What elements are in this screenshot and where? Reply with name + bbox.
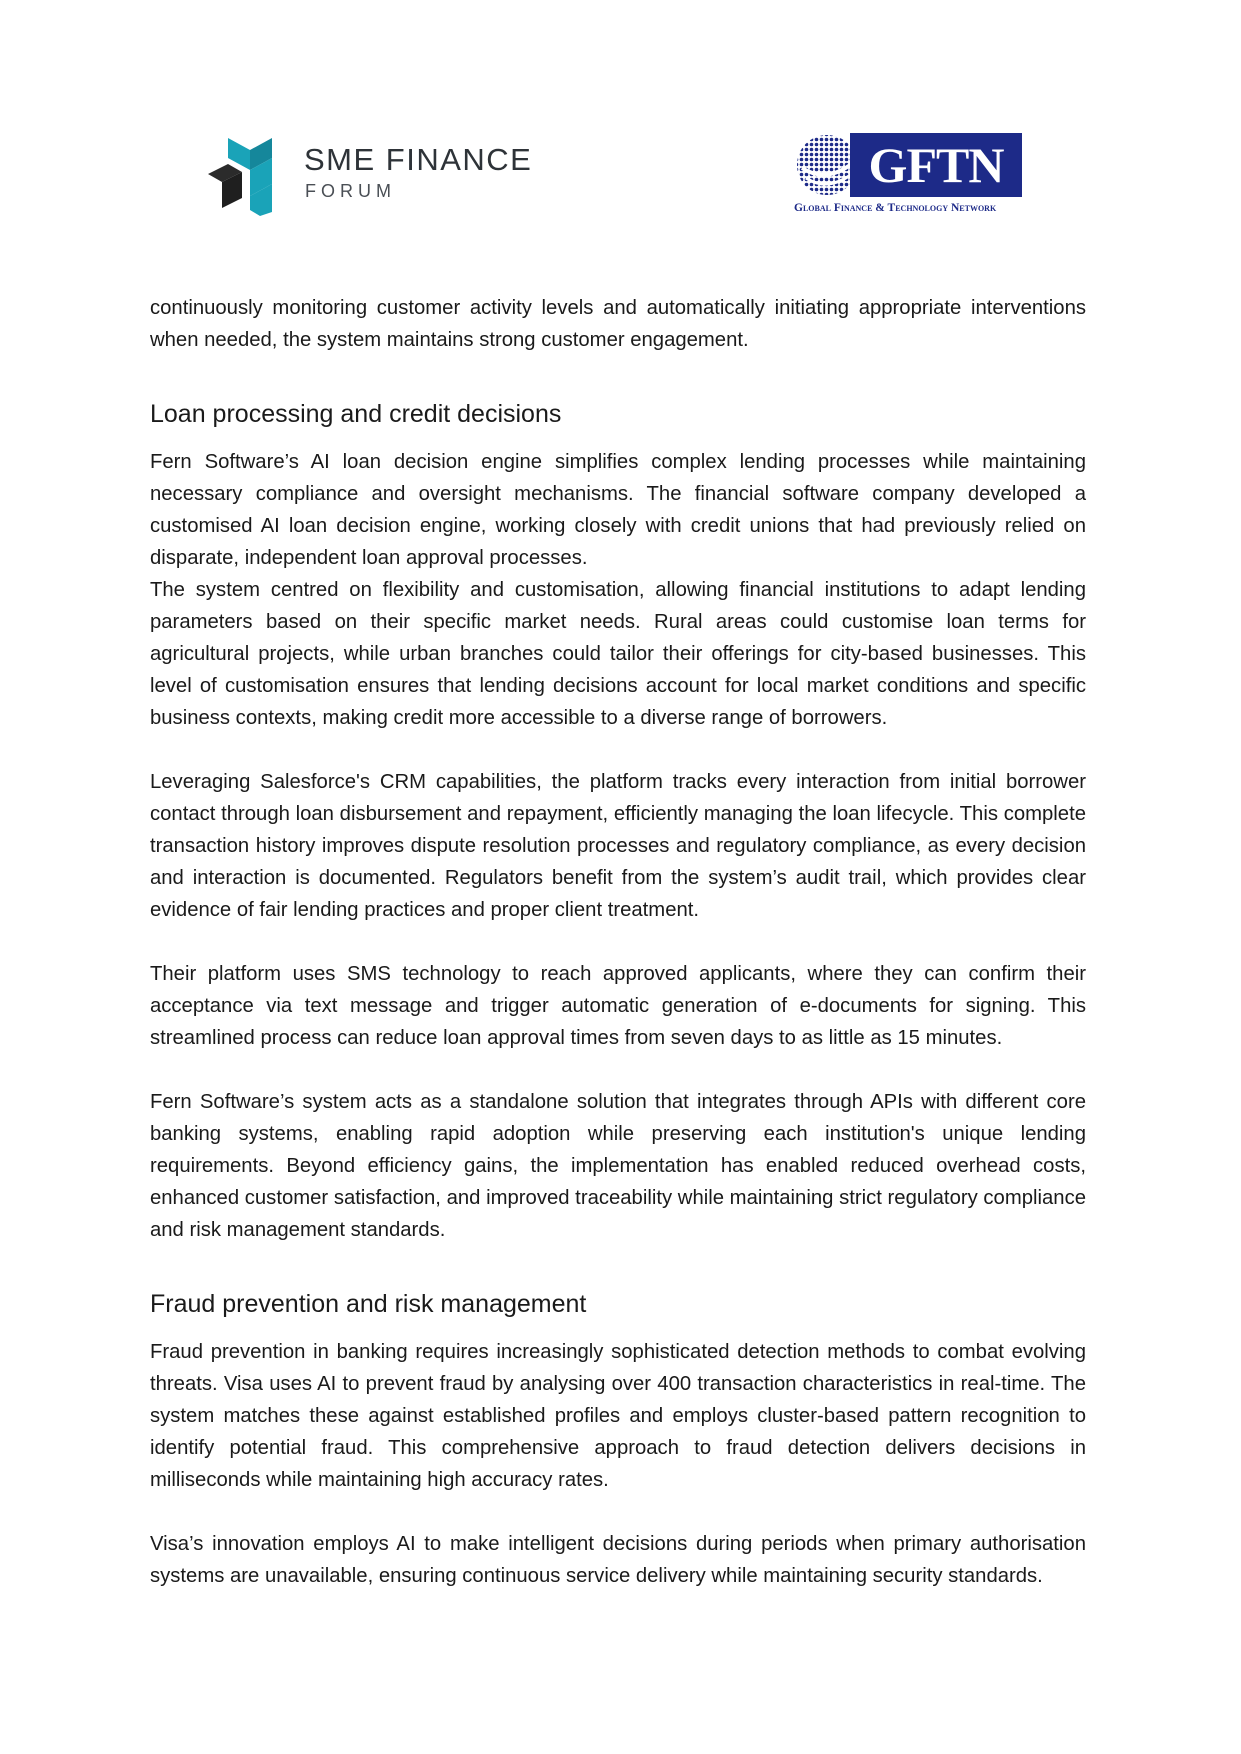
sme-logo-line2: FORUM [305,181,396,201]
fraud-paragraph-2: Visa’s innovation employs AI to make intelligent decisions during periods when primary authorisation systems are unavailable, ensuring continuous service delivery while maintaining security standards. [150,1533,1086,1587]
intro-paragraph: continuously monitoring customer activity levels and automatically initiating appropriate interventions when needed, the system maintains strong customer engagement. [150,297,1086,351]
gftn-box [850,133,1022,197]
fraud-paragraph-1: Fraud prevention in banking requires increasingly sophisticated detection methods to combat evolving threats. Visa uses AI to prevent fraud by analysing over 400 transaction characteristics in real-time. The system matches these against established profiles and employs cluster-based pattern recognition to identify potential fraud. This comprehensive approach to fraud detection delivers decisions in milliseconds while maintaining high accuracy rates. [150,1341,1086,1491]
gftn-subtitle: Global Finance & Technology Network [794,202,997,214]
gftn-logo [794,130,1034,220]
heading-fraud-prevention: Fraud prevention and risk management [150,1290,587,1318]
sme-finance-forum-logo [208,136,538,216]
heading-loan-processing: Loan processing and credit decisions [150,400,562,428]
sme-logo-line1: SME FINANCE [304,142,533,177]
gftn-acronym: GFTN [868,137,1004,193]
loan-paragraph-2: The system centred on flexibility and customisation, allowing financial institutions to adapt lending parameters based on their specific market needs. Rural areas could customise loan terms for agricultural projects, while urban branches could tailor their offerings for city-based businesses. This level of customisation ensures that lending decisions account for local market conditions and specific business contexts, making credit more accessible to a diverse range of borrowers. [150,579,1086,729]
loan-paragraph-4: Their platform uses SMS technology to reach approved applicants, where they can confirm their acceptance via text message and trigger automatic generation of e-documents for signing. This streamlined process can reduce loan approval times from seven days to as little as 15 minutes. [150,963,1086,1049]
loan-paragraph-1: Fern Software’s AI loan decision engine simplifies complex lending processes while maintaining necessary compliance and oversight mechanisms. The financial software company developed a customised AI loan decision engine, working closely with credit unions that had previously relied on disparate, independent loan approval processes. [150,451,1086,569]
sme-logo-mark-icon [208,136,288,216]
document-body [150,292,1086,1592]
loan-paragraph-5: Fern Software’s system acts as a standalone solution that integrates through APIs with different core banking systems, enabling rapid adoption while preserving each institution's unique lending requirements. Beyond efficiency gains, the implementation has enabled reduced overhead costs, enhanced customer satisfaction, and improved traceability while maintaining strict regulatory compliance and risk management standards. [150,1091,1086,1241]
loan-paragraph-3: Leveraging Salesforce's CRM capabilities, the platform tracks every interaction from initial borrower contact through loan disbursement and repayment, efficiently managing the loan lifecycle. This complete transaction history improves dispute resolution processes and regulatory compliance, as every decision and interaction is documented. Regulators benefit from the system’s audit trail, which provides clear evidence of fair lending practices and proper client treatment. [150,771,1086,921]
